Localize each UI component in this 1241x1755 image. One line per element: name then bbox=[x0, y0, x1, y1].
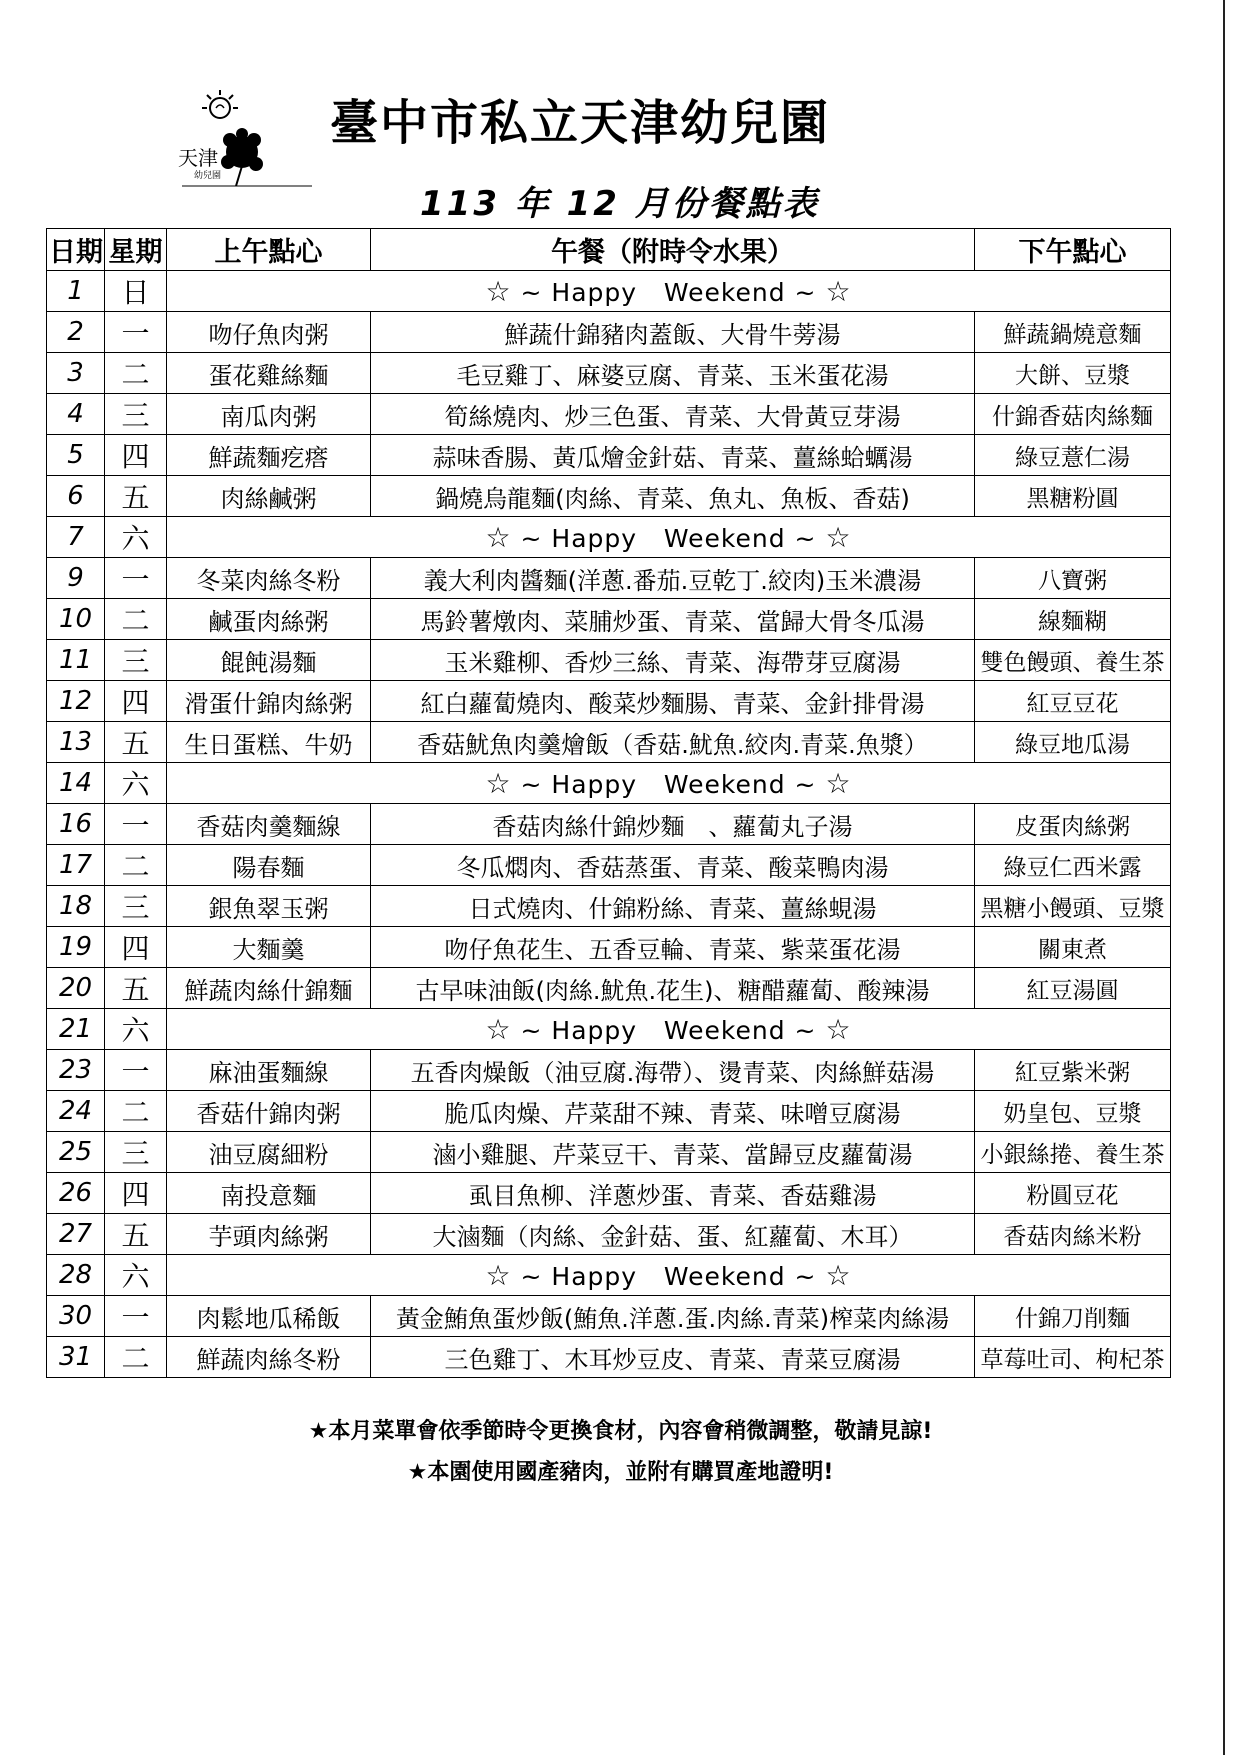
cell-weekday: 五 bbox=[105, 476, 167, 517]
cell-weekday: 六 bbox=[105, 763, 167, 804]
cell-morning-snack: 鮮蔬麵疙瘩 bbox=[167, 435, 371, 476]
weekend-row bbox=[47, 1009, 1171, 1050]
cell-afternoon-snack: 什錦香菇肉絲麵 bbox=[975, 394, 1171, 435]
table-row bbox=[47, 927, 1171, 968]
meal-table-body bbox=[47, 271, 1171, 1378]
cell-lunch: 香菇魷魚肉羹燴飯（香菇.魷魚.絞肉.青菜.魚漿） bbox=[371, 722, 975, 763]
cell-morning-snack: 香菇肉羹麵線 bbox=[167, 804, 371, 845]
cell-lunch: 毛豆雞丁、麻婆豆腐、青菜、玉米蛋花湯 bbox=[371, 353, 975, 394]
cell-lunch: 馬鈴薯燉肉、菜脯炒蛋、青菜、當歸大骨冬瓜湯 bbox=[371, 599, 975, 640]
star-icon: ☆ bbox=[485, 274, 512, 308]
table-row bbox=[47, 353, 1171, 394]
cell-afternoon-snack: 八寶粥 bbox=[975, 558, 1171, 599]
cell-lunch: 三色雞丁、木耳炒豆皮、青菜、青菜豆腐湯 bbox=[371, 1337, 975, 1378]
cell-date: 1 bbox=[47, 271, 105, 312]
table-row bbox=[47, 435, 1171, 476]
cell-morning-snack: 鮮蔬肉絲冬粉 bbox=[167, 1337, 371, 1378]
table-row bbox=[47, 886, 1171, 927]
cell-date: 4 bbox=[47, 394, 105, 435]
table-row bbox=[47, 1091, 1171, 1132]
cell-lunch: 玉米雞柳、香炒三絲、青菜、海帶芽豆腐湯 bbox=[371, 640, 975, 681]
cell-date: 26 bbox=[47, 1173, 105, 1214]
cell-lunch: 日式燒肉、什錦粉絲、青菜、薑絲蜆湯 bbox=[371, 886, 975, 927]
cell-afternoon-snack: 綠豆薏仁湯 bbox=[975, 435, 1171, 476]
cell-weekday: 六 bbox=[105, 517, 167, 558]
cell-morning-snack: 麻油蛋麵線 bbox=[167, 1050, 371, 1091]
cell-date: 3 bbox=[47, 353, 105, 394]
footnote-seasonal: ★本月菜單會依季節時令更換食材，內容會稍微調整，敬請見諒! bbox=[308, 1419, 933, 1444]
cell-date: 18 bbox=[47, 886, 105, 927]
cell-afternoon-snack: 小銀絲捲、養生茶 bbox=[975, 1132, 1171, 1173]
cell-morning-snack: 蛋花雞絲麵 bbox=[167, 353, 371, 394]
table-row bbox=[47, 1132, 1171, 1173]
cell-afternoon-snack: 線麵糊 bbox=[975, 599, 1171, 640]
school-name: 臺中市私立天津幼兒園 bbox=[330, 95, 831, 151]
weekend-label: ~ Happy Weekend ~ bbox=[520, 277, 817, 307]
cell-date: 19 bbox=[47, 927, 105, 968]
cell-weekday: 二 bbox=[105, 599, 167, 640]
cell-weekday: 四 bbox=[105, 681, 167, 722]
cell-happy-weekend bbox=[167, 271, 1171, 312]
star-icon: ☆ bbox=[825, 520, 852, 554]
cell-happy-weekend bbox=[167, 1255, 1171, 1296]
cell-date: 6 bbox=[47, 476, 105, 517]
cell-weekday: 日 bbox=[105, 271, 167, 312]
table-row bbox=[47, 558, 1171, 599]
cell-happy-weekend bbox=[167, 1009, 1171, 1050]
cell-afternoon-snack: 草莓吐司、枸杞茶 bbox=[975, 1337, 1171, 1378]
cell-afternoon-snack: 大餅、豆漿 bbox=[975, 353, 1171, 394]
cell-weekday: 二 bbox=[105, 845, 167, 886]
col-header-morning-snack: 上午點心 bbox=[167, 229, 371, 271]
table-row bbox=[47, 804, 1171, 845]
star-icon: ☆ bbox=[485, 1258, 512, 1292]
cell-lunch: 筍絲燒肉、炒三色蛋、青菜、大骨黃豆芽湯 bbox=[371, 394, 975, 435]
logo-subtext: 幼兒園 bbox=[194, 171, 222, 181]
cell-afternoon-snack: 粉圓豆花 bbox=[975, 1173, 1171, 1214]
table-row bbox=[47, 1296, 1171, 1337]
star-icon: ☆ bbox=[485, 1012, 512, 1046]
cell-morning-snack: 香菇什錦肉粥 bbox=[167, 1091, 371, 1132]
cell-weekday: 五 bbox=[105, 968, 167, 1009]
cell-date: 31 bbox=[47, 1337, 105, 1378]
cell-date: 17 bbox=[47, 845, 105, 886]
star-icon: ☆ bbox=[825, 766, 852, 800]
cell-morning-snack: 餛飩湯麵 bbox=[167, 640, 371, 681]
cell-morning-snack: 南瓜肉粥 bbox=[167, 394, 371, 435]
cell-happy-weekend bbox=[167, 517, 1171, 558]
cell-morning-snack: 銀魚翠玉粥 bbox=[167, 886, 371, 927]
star-icon: ☆ bbox=[485, 766, 512, 800]
cell-weekday: 一 bbox=[105, 1050, 167, 1091]
weekend-label: ~ Happy Weekend ~ bbox=[520, 1261, 817, 1291]
cell-afternoon-snack: 綠豆仁西米露 bbox=[975, 845, 1171, 886]
table-row bbox=[47, 640, 1171, 681]
cell-afternoon-snack: 紅豆紫米粥 bbox=[975, 1050, 1171, 1091]
cell-date: 28 bbox=[47, 1255, 105, 1296]
cell-afternoon-snack: 紅豆湯圓 bbox=[975, 968, 1171, 1009]
cell-date: 24 bbox=[47, 1091, 105, 1132]
table-row bbox=[47, 1337, 1171, 1378]
cell-morning-snack: 滑蛋什錦肉絲粥 bbox=[167, 681, 371, 722]
weekend-label: ~ Happy Weekend ~ bbox=[520, 523, 817, 553]
cell-weekday: 一 bbox=[105, 558, 167, 599]
cell-lunch: 脆瓜肉燥、芹菜甜不辣、青菜、味噌豆腐湯 bbox=[371, 1091, 975, 1132]
cell-date: 14 bbox=[47, 763, 105, 804]
cell-date: 16 bbox=[47, 804, 105, 845]
cell-date: 27 bbox=[47, 1214, 105, 1255]
cell-afternoon-snack: 什錦刀削麵 bbox=[975, 1296, 1171, 1337]
cell-weekday: 一 bbox=[105, 312, 167, 353]
weekend-label: ~ Happy Weekend ~ bbox=[520, 1015, 817, 1045]
cell-date: 21 bbox=[47, 1009, 105, 1050]
weekend-row bbox=[47, 271, 1171, 312]
cell-lunch: 冬瓜燜肉、香菇蒸蛋、青菜、酸菜鴨肉湯 bbox=[371, 845, 975, 886]
cell-lunch: 義大利肉醬麵(洋蔥.番茄.豆乾丁.絞肉)玉米濃湯 bbox=[371, 558, 975, 599]
cell-afternoon-snack: 紅豆豆花 bbox=[975, 681, 1171, 722]
cell-weekday: 六 bbox=[105, 1009, 167, 1050]
table-row bbox=[47, 394, 1171, 435]
col-header-date: 日期 bbox=[47, 229, 105, 271]
cell-lunch: 紅白蘿蔔燒肉、酸菜炒麵腸、青菜、金針排骨湯 bbox=[371, 681, 975, 722]
cell-weekday: 三 bbox=[105, 1132, 167, 1173]
cell-weekday: 三 bbox=[105, 394, 167, 435]
table-row bbox=[47, 722, 1171, 763]
col-header-lunch: 午餐（附時令水果） bbox=[371, 229, 975, 271]
star-icon: ☆ bbox=[825, 274, 852, 308]
table-row bbox=[47, 1173, 1171, 1214]
cell-morning-snack: 肉絲鹹粥 bbox=[167, 476, 371, 517]
cell-morning-snack: 南投意麵 bbox=[167, 1173, 371, 1214]
school-logo bbox=[172, 86, 322, 206]
meal-table bbox=[46, 228, 1171, 1378]
table-row bbox=[47, 476, 1171, 517]
page-edge-line bbox=[1223, 0, 1225, 1755]
logo-text: 天津 bbox=[178, 146, 218, 170]
cell-date: 10 bbox=[47, 599, 105, 640]
cell-morning-snack: 吻仔魚肉粥 bbox=[167, 312, 371, 353]
cell-afternoon-snack: 雙色饅頭、養生茶 bbox=[975, 640, 1171, 681]
cell-date: 25 bbox=[47, 1132, 105, 1173]
cell-lunch: 吻仔魚花生、五香豆輪、青菜、紫菜蛋花湯 bbox=[371, 927, 975, 968]
table-row bbox=[47, 845, 1171, 886]
cell-afternoon-snack: 皮蛋肉絲粥 bbox=[975, 804, 1171, 845]
cell-lunch: 大滷麵（肉絲、金針菇、蛋、紅蘿蔔、木耳） bbox=[371, 1214, 975, 1255]
cell-date: 9 bbox=[47, 558, 105, 599]
cell-date: 5 bbox=[47, 435, 105, 476]
cell-lunch: 虱目魚柳、洋蔥炒蛋、青菜、香菇雞湯 bbox=[371, 1173, 975, 1214]
cell-lunch: 五香肉燥飯（油豆腐.海帶）、燙青菜、肉絲鮮菇湯 bbox=[371, 1050, 975, 1091]
cell-lunch: 蒜味香腸、黃瓜燴金針菇、青菜、薑絲蛤蠣湯 bbox=[371, 435, 975, 476]
cell-date: 11 bbox=[47, 640, 105, 681]
footnote-pork-origin: ★本園使用國產豬肉，並附有購買產地證明! bbox=[407, 1460, 834, 1485]
weekend-label: ~ Happy Weekend ~ bbox=[520, 769, 817, 799]
cell-morning-snack: 陽春麵 bbox=[167, 845, 371, 886]
cell-weekday: 五 bbox=[105, 1214, 167, 1255]
cell-morning-snack: 鮮蔬肉絲什錦麵 bbox=[167, 968, 371, 1009]
table-row bbox=[47, 1050, 1171, 1091]
cell-date: 20 bbox=[47, 968, 105, 1009]
cell-lunch: 鍋燒烏龍麵(肉絲、青菜、魚丸、魚板、香菇) bbox=[371, 476, 975, 517]
star-icon: ☆ bbox=[825, 1012, 852, 1046]
col-header-afternoon-snack: 下午點心 bbox=[975, 229, 1171, 271]
col-header-weekday: 星期 bbox=[105, 229, 167, 271]
cell-morning-snack: 大麵羹 bbox=[167, 927, 371, 968]
cell-weekday: 二 bbox=[105, 1091, 167, 1132]
table-row bbox=[47, 968, 1171, 1009]
cell-weekday: 二 bbox=[105, 353, 167, 394]
cell-afternoon-snack: 奶皇包、豆漿 bbox=[975, 1091, 1171, 1132]
cell-morning-snack: 鹹蛋肉絲粥 bbox=[167, 599, 371, 640]
cell-morning-snack: 冬菜肉絲冬粉 bbox=[167, 558, 371, 599]
cell-afternoon-snack: 鮮蔬鍋燒意麵 bbox=[975, 312, 1171, 353]
cell-date: 12 bbox=[47, 681, 105, 722]
table-row bbox=[47, 1214, 1171, 1255]
menu-title: 113 年 12 月份餐點表 bbox=[420, 184, 820, 224]
cell-afternoon-snack: 綠豆地瓜湯 bbox=[975, 722, 1171, 763]
cell-date: 30 bbox=[47, 1296, 105, 1337]
cell-morning-snack: 油豆腐細粉 bbox=[167, 1132, 371, 1173]
cell-weekday: 四 bbox=[105, 927, 167, 968]
cell-morning-snack: 肉鬆地瓜稀飯 bbox=[167, 1296, 371, 1337]
cell-weekday: 一 bbox=[105, 804, 167, 845]
cell-date: 13 bbox=[47, 722, 105, 763]
cell-date: 2 bbox=[47, 312, 105, 353]
cell-date: 23 bbox=[47, 1050, 105, 1091]
cell-weekday: 二 bbox=[105, 1337, 167, 1378]
cell-morning-snack: 生日蛋糕、牛奶 bbox=[167, 722, 371, 763]
table-row bbox=[47, 681, 1171, 722]
weekend-row bbox=[47, 1255, 1171, 1296]
cell-afternoon-snack: 黑糖小饅頭、豆漿 bbox=[975, 886, 1171, 927]
cell-weekday: 四 bbox=[105, 1173, 167, 1214]
cell-afternoon-snack: 香菇肉絲米粉 bbox=[975, 1214, 1171, 1255]
weekend-row bbox=[47, 517, 1171, 558]
cell-afternoon-snack: 關東煮 bbox=[975, 927, 1171, 968]
star-icon: ☆ bbox=[485, 520, 512, 554]
cell-lunch: 鮮蔬什錦豬肉蓋飯、大骨牛蒡湯 bbox=[371, 312, 975, 353]
table-header-row bbox=[47, 229, 1171, 271]
cell-lunch: 黃金鮪魚蛋炒飯(鮪魚.洋蔥.蛋.肉絲.青菜)榨菜肉絲湯 bbox=[371, 1296, 975, 1337]
cell-lunch: 滷小雞腿、芹菜豆干、青菜、當歸豆皮蘿蔔湯 bbox=[371, 1132, 975, 1173]
cell-lunch: 古早味油飯(肉絲.魷魚.花生)、糖醋蘿蔔、酸辣湯 bbox=[371, 968, 975, 1009]
cell-happy-weekend bbox=[167, 763, 1171, 804]
cell-morning-snack: 芋頭肉絲粥 bbox=[167, 1214, 371, 1255]
cell-weekday: 五 bbox=[105, 722, 167, 763]
weekend-row bbox=[47, 763, 1171, 804]
cell-weekday: 六 bbox=[105, 1255, 167, 1296]
cell-date: 7 bbox=[47, 517, 105, 558]
table-row bbox=[47, 312, 1171, 353]
table-row bbox=[47, 599, 1171, 640]
cell-afternoon-snack: 黑糖粉圓 bbox=[975, 476, 1171, 517]
star-icon: ☆ bbox=[825, 1258, 852, 1292]
cell-lunch: 香菇肉絲什錦炒麵 、蘿蔔丸子湯 bbox=[371, 804, 975, 845]
cell-weekday: 四 bbox=[105, 435, 167, 476]
cell-weekday: 一 bbox=[105, 1296, 167, 1337]
cell-weekday: 三 bbox=[105, 640, 167, 681]
cell-weekday: 三 bbox=[105, 886, 167, 927]
